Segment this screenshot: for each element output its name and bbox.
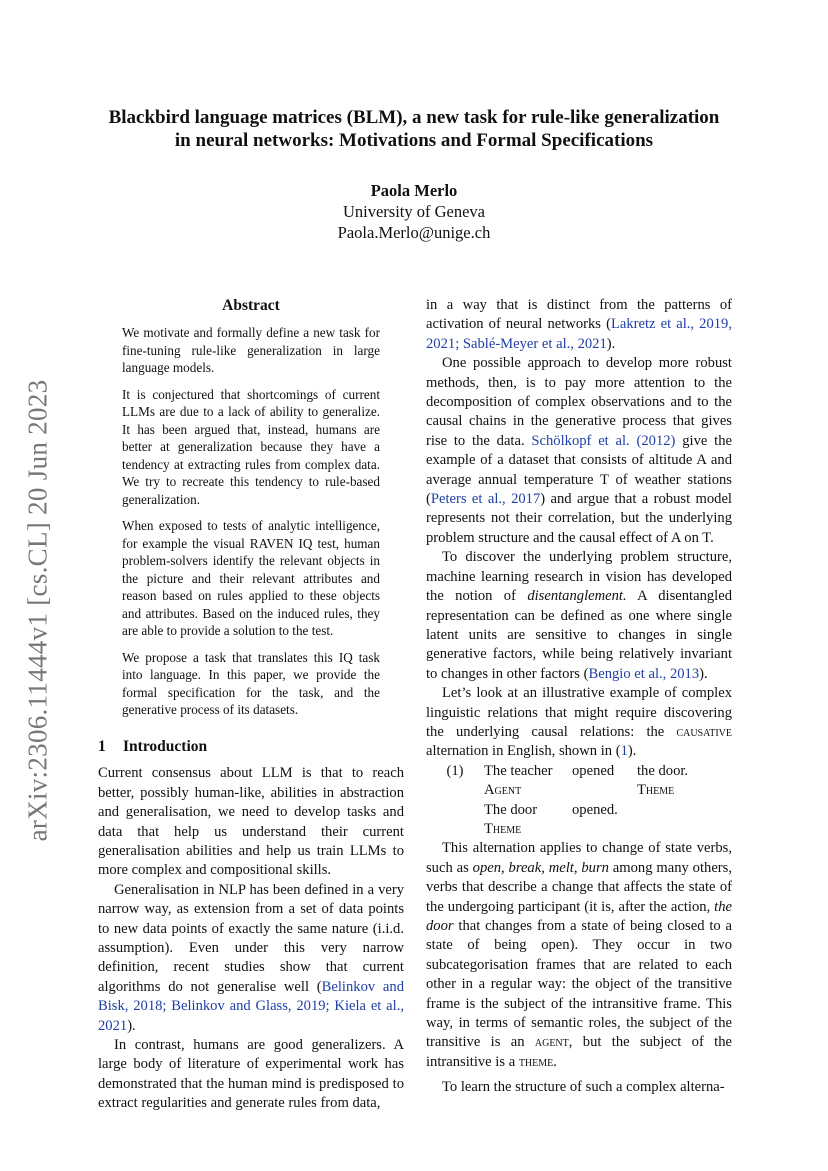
example-row — [426, 762, 732, 781]
abstract-paragraph-4: We propose a task that translates this IQ task into language. In this paper, we provide the formal specification for the task, and the generative process of its datasets. — [122, 649, 380, 718]
right-paragraph-6: To learn the structure of such a complex alterna- — [442, 1079, 725, 1096]
right-p4-end: ). — [627, 743, 637, 760]
example-role: Theme — [637, 782, 675, 799]
emphasis: disentanglement. — [527, 588, 627, 605]
section-heading-introduction — [98, 737, 404, 756]
example-role: Theme — [484, 820, 522, 837]
right-column — [426, 296, 732, 1098]
citation-link[interactable]: Bengio et al., 2013 — [588, 665, 700, 682]
section-title: Introduction — [123, 737, 208, 755]
citation-link[interactable]: Lakretz et al., 2019, 2021; Sablé-Meyer et al., 2021 — [426, 316, 732, 352]
intro-paragraph-1: Current consensus about LLM is that to reach better, possibly human-like, abilities in abstraction and generalisation, we need to develop tasks and data that help us understand their current generalisation abilities and help us train LLMs to more complex and compositional skills. — [98, 765, 404, 879]
example-cell: The door — [484, 801, 538, 818]
citation-link[interactable]: Belinkov and Bisk, 2018; Belinkov and Glass, 2019; Kiela et al., 2021 — [98, 978, 405, 1034]
right-p5-c: that changes from a state of being closed to a state of being open). They occur in two subcategorisation frames that are related to each other in a regular way: the object of the transitive frame is the subject of the intransitive frame. This way, in terms of semantic roles, the subject of the transitive is an — [426, 917, 732, 1051]
abstract-heading: Abstract — [222, 297, 280, 314]
intro-paragraph-2 — [98, 881, 404, 1036]
section-number: 1 — [98, 737, 106, 755]
example-number: (1) — [446, 762, 464, 779]
right-paragraph-2 — [426, 354, 732, 548]
right-p2-c: ) and argue that a robust model represents not their correlation, but the underlying problem structure and the causal effect of A on T. — [426, 491, 732, 546]
right-p5-b: among many others, verbs that describe a change that affects the state of the undergoing participant (it is, after the action, — [426, 859, 732, 915]
author-name: Paola Merlo — [370, 181, 458, 200]
example-reference-link[interactable]: 1 — [620, 743, 628, 760]
right-p1-text: in a way that is distinct from the patterns of activation of neural networks ( — [426, 297, 732, 333]
paper-title — [80, 106, 748, 152]
example-row — [426, 781, 732, 800]
small-caps-term: theme — [518, 1053, 554, 1070]
author-email: Paola.Merlo@unige.ch — [337, 223, 491, 242]
left-column — [98, 296, 404, 1114]
citation-link[interactable]: Peters et al., 2017 — [430, 491, 541, 508]
example-cell: opened. — [572, 801, 618, 818]
abstract — [98, 324, 404, 719]
title-line-2: in neural networks: Motivations and Formal Specifications — [174, 130, 654, 151]
intro-paragraph-3: In contrast, humans are good generalizers. A large body of literature of experimental work has demonstrated that the human mind is predisposed to extract regularities and generate rules from data, — [98, 1037, 404, 1112]
example-row — [426, 801, 732, 820]
right-p2-b: give the example of a dataset that consists of altitude A and average annual temperature T of weather stations ( — [426, 432, 732, 508]
example-cell: the door. — [637, 762, 689, 779]
right-paragraph-4 — [426, 684, 732, 762]
example-role: Agent — [484, 782, 522, 799]
author-block — [80, 180, 748, 243]
right-p3-a: To discover the underlying problem structure, machine learning research in vision has developed the notion of — [426, 549, 732, 605]
right-paragraph-1 — [426, 296, 732, 354]
arxiv-identifier — [16, 340, 60, 880]
small-caps-term: agent — [534, 1034, 569, 1051]
right-p4-b: alternation in English, shown in ( — [426, 743, 621, 760]
right-paragraph-5 — [426, 839, 732, 1072]
citation-link[interactable]: Schölkopf et al. (2012) — [531, 432, 676, 449]
abstract-paragraph-1: We motivate and formally define a new task for fine-tuning rule-like generalization in large language models. — [122, 325, 380, 376]
linguistic-example — [426, 762, 732, 840]
small-caps-term: causative — [676, 723, 732, 740]
right-p3-end: ). — [699, 665, 708, 682]
right-p4-a: Let’s look at an illustrative example of complex linguistic relations that might require discovering the underlying causal relations: the — [426, 685, 732, 740]
emphasis: the door — [426, 898, 732, 934]
right-p5-e: . — [553, 1053, 557, 1070]
right-p5-a: This alternation applies to change of state verbs, such as — [426, 840, 732, 876]
intro-p2-text: Generalisation in NLP has been defined in a very narrow way, as extension from a set of data points to new data points of exactly the same nature (i.i.d. assumption). Even under this very narrow definition, recent studies show that current algorithms do not generalise well ( — [98, 881, 404, 995]
right-p3-b: A disentangled representation can be defined as one where single latent units are sensitive to changes in single generative factors, while being relatively invariant to changes in other factors ( — [426, 588, 732, 682]
example-cell: The teacher — [484, 762, 553, 779]
intro-p2-end: ). — [127, 1017, 136, 1034]
right-p1-end: ). — [606, 335, 616, 352]
arxiv-identifier-text: arXiv:2306.11444v1 [cs.CL] 20 Jun 2023 — [22, 379, 53, 841]
emphasis: open, break, melt, burn — [472, 859, 609, 876]
right-p5-d: , but the subject of the intransitive is a — [426, 1034, 732, 1070]
example-cell: opened — [572, 762, 615, 779]
right-paragraph-3 — [426, 548, 732, 684]
title-line-1: Blackbird language matrices (BLM), a new task for rule-like generalization — [108, 107, 720, 128]
right-p2-a: One possible approach to develop more robust methods, then, is to pay more attention to the decomposition of complex observations and to the causal chains in the generative process that gives rise to the data. — [426, 355, 732, 449]
author-affiliation: University of Geneva — [342, 202, 486, 221]
abstract-paragraph-2: It is conjectured that shortcomings of current LLMs are due to a lack of ability to generalize. It has been argued that, instead, humans are better at generalization because they have a tendency at extracting rules from complex data. We try to recreate this tendency to rule-based generalization. — [122, 386, 380, 507]
abstract-paragraph-3: When exposed to tests of analytic intelligence, for example the visual RAVEN IQ test, human problem-solvers identify the relevant objects in the picture and their relevant attributes and reason based on rules applied to these objects and attributes. Based on the induced rules, they are able to provide a solution to the test. — [122, 518, 380, 639]
example-row — [426, 820, 732, 839]
